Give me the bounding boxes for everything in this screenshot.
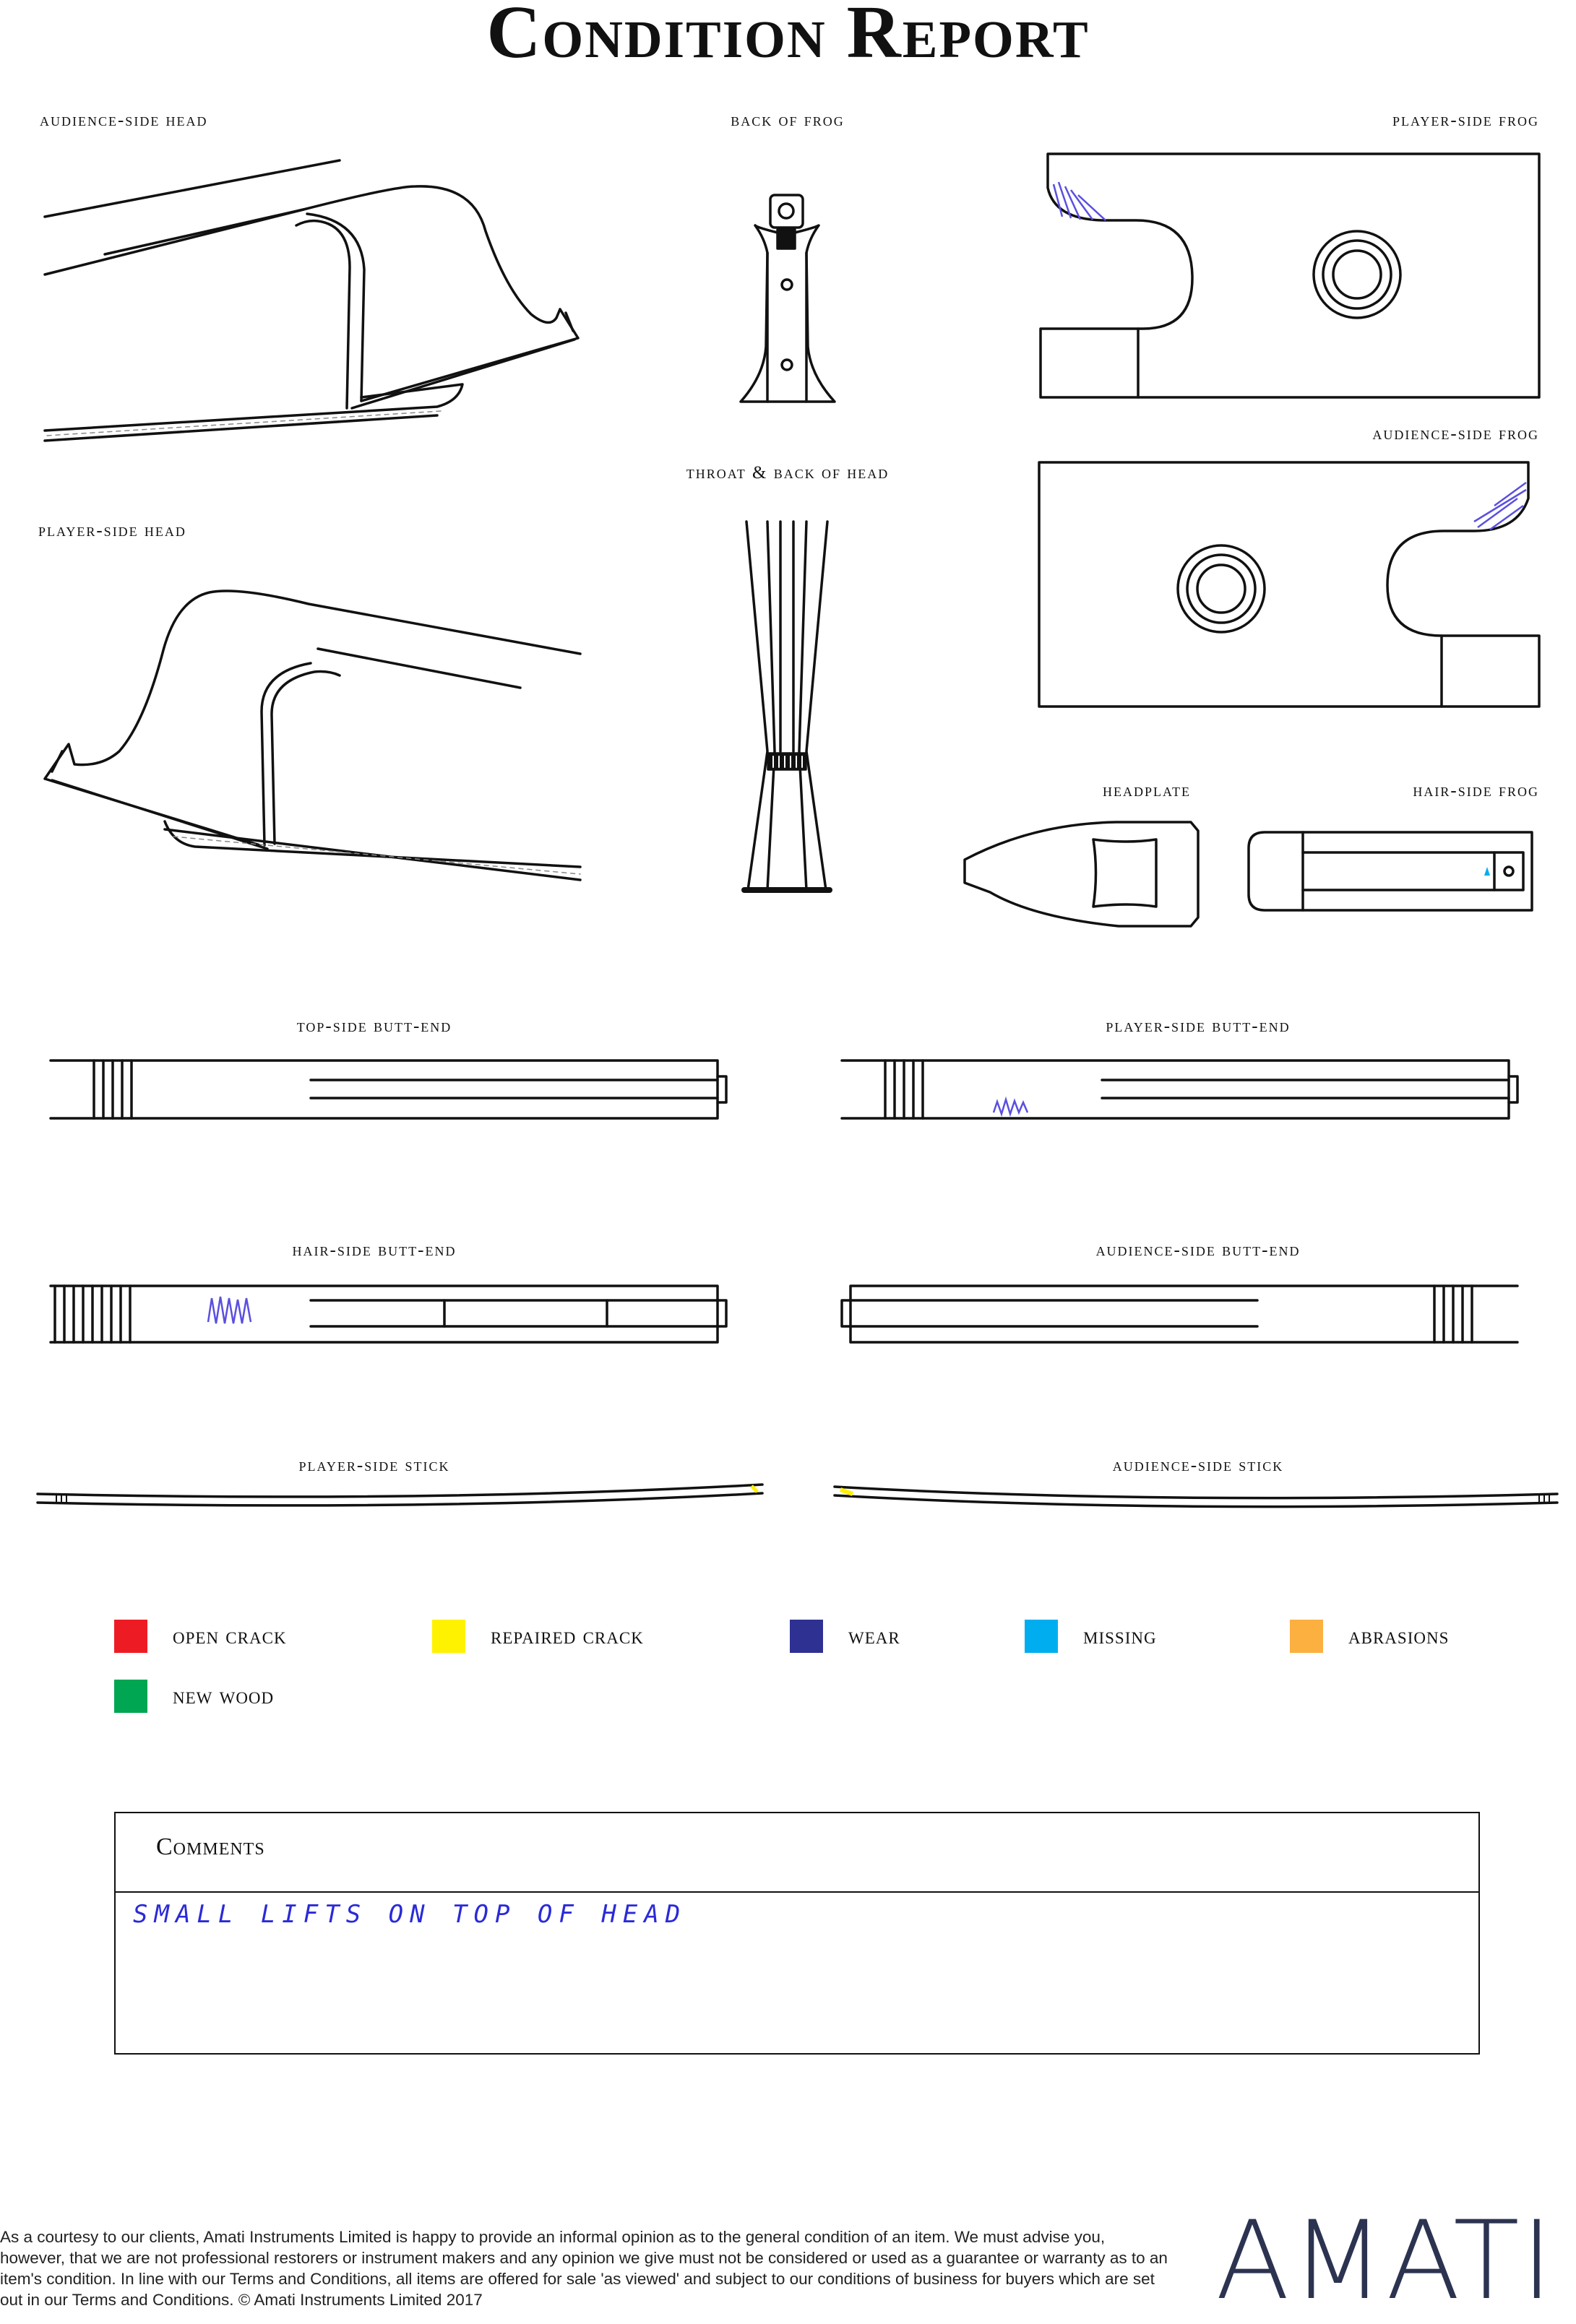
headplate-drawing xyxy=(965,822,1198,926)
label-player-side-stick: player-side stick xyxy=(298,1456,450,1475)
audience-side-butt-end-drawing xyxy=(842,1286,1517,1342)
open-crack-swatch xyxy=(114,1620,147,1653)
abrasions-swatch xyxy=(1290,1620,1323,1653)
legend-item-repaired-crack xyxy=(432,1620,644,1653)
missing-swatch xyxy=(1025,1620,1058,1653)
comments-title: Comments xyxy=(156,1833,265,1860)
legend-item-open-crack xyxy=(114,1620,287,1653)
hair-side-frog-drawing xyxy=(1249,832,1532,910)
page-title: Condition Report xyxy=(486,0,1090,74)
back-of-frog-drawing xyxy=(741,195,835,402)
label-hair-side-butt-end: hair-side butt-end xyxy=(292,1240,457,1260)
label-headplate: headplate xyxy=(1103,781,1191,800)
audience-side-stick-drawing xyxy=(835,1487,1557,1507)
repaired-crack-mark-audience-stick xyxy=(840,1490,853,1494)
wear-mark-player-butt xyxy=(994,1100,1028,1114)
legend-label: open crack xyxy=(173,1623,287,1649)
amati-logo: AMATI xyxy=(1215,2198,1554,2324)
comments-header xyxy=(116,1813,1478,1893)
wear-mark-player-frog xyxy=(1054,182,1106,220)
player-side-head-drawing xyxy=(45,591,580,880)
wear-mark-hair-butt xyxy=(208,1297,251,1323)
wear-mark-audience-frog xyxy=(1474,483,1526,530)
wear-swatch xyxy=(790,1620,823,1653)
hair-side-butt-end-drawing xyxy=(51,1286,726,1342)
legend-label: wear xyxy=(848,1623,900,1649)
comments-box xyxy=(114,1812,1480,2055)
legend-label: missing xyxy=(1083,1623,1157,1649)
label-audience-side-frog: audience-side frog xyxy=(1372,424,1539,444)
label-player-side-butt-end: player-side butt-end xyxy=(1106,1016,1291,1036)
label-player-side-frog: player-side frog xyxy=(1392,111,1539,130)
throat-back-of-head-drawing xyxy=(744,522,830,890)
disclaimer-text: As a courtesy to our clients, Amati Instruments Limited is happy to provide an informal opinion as to the general condition of an item. We must advise you, however, that we are not professional restorers or instrument makers and any opinion we give must not be considered or used as a guarantee or warranty as to an item's condition. In line with our Terms and Conditions, all items are offered for sale 'as viewed' and subject to our conditions of business for buyers which are set out in our Terms and Conditions. © Amati Instruments Limited 2017 xyxy=(0,2228,1168,2309)
player-side-stick-drawing xyxy=(38,1485,762,1506)
repaired-crack-mark-player-stick xyxy=(752,1486,757,1492)
label-audience-side-head: audience-side head xyxy=(40,111,208,130)
legend-label: new wood xyxy=(173,1682,275,1709)
legend-label: abrasions xyxy=(1348,1623,1450,1649)
legend-item-abrasions xyxy=(1290,1620,1449,1653)
legend-item-wear xyxy=(790,1620,900,1653)
label-hair-side-frog: hair-side frog xyxy=(1413,781,1539,800)
label-throat-back-of-head: throat & back of head xyxy=(686,463,890,483)
audience-side-head-drawing xyxy=(45,160,578,441)
missing-mark-hair-frog xyxy=(1484,867,1490,876)
label-audience-side-stick: audience-side stick xyxy=(1112,1456,1284,1475)
label-player-side-head: player-side head xyxy=(38,521,186,540)
comments-text[interactable]: SMALL LIFTS ON TOP OF HEAD xyxy=(133,1900,687,1929)
legend-item-new-wood xyxy=(114,1680,274,1713)
label-back-of-frog: back of frog xyxy=(731,111,845,130)
legend-item-missing xyxy=(1025,1620,1157,1653)
audience-side-frog-drawing xyxy=(1039,462,1539,707)
label-top-side-butt-end: top-side butt-end xyxy=(296,1016,452,1036)
legend-label: repaired crack xyxy=(491,1623,644,1649)
player-side-butt-end-drawing xyxy=(842,1061,1517,1118)
repaired-crack-swatch xyxy=(432,1620,465,1653)
player-side-frog-drawing xyxy=(1041,154,1539,397)
top-side-butt-end-drawing xyxy=(51,1061,726,1118)
new-wood-swatch xyxy=(114,1680,147,1713)
label-audience-side-butt-end: audience-side butt-end xyxy=(1095,1240,1301,1260)
wear-markers xyxy=(208,182,1526,1323)
